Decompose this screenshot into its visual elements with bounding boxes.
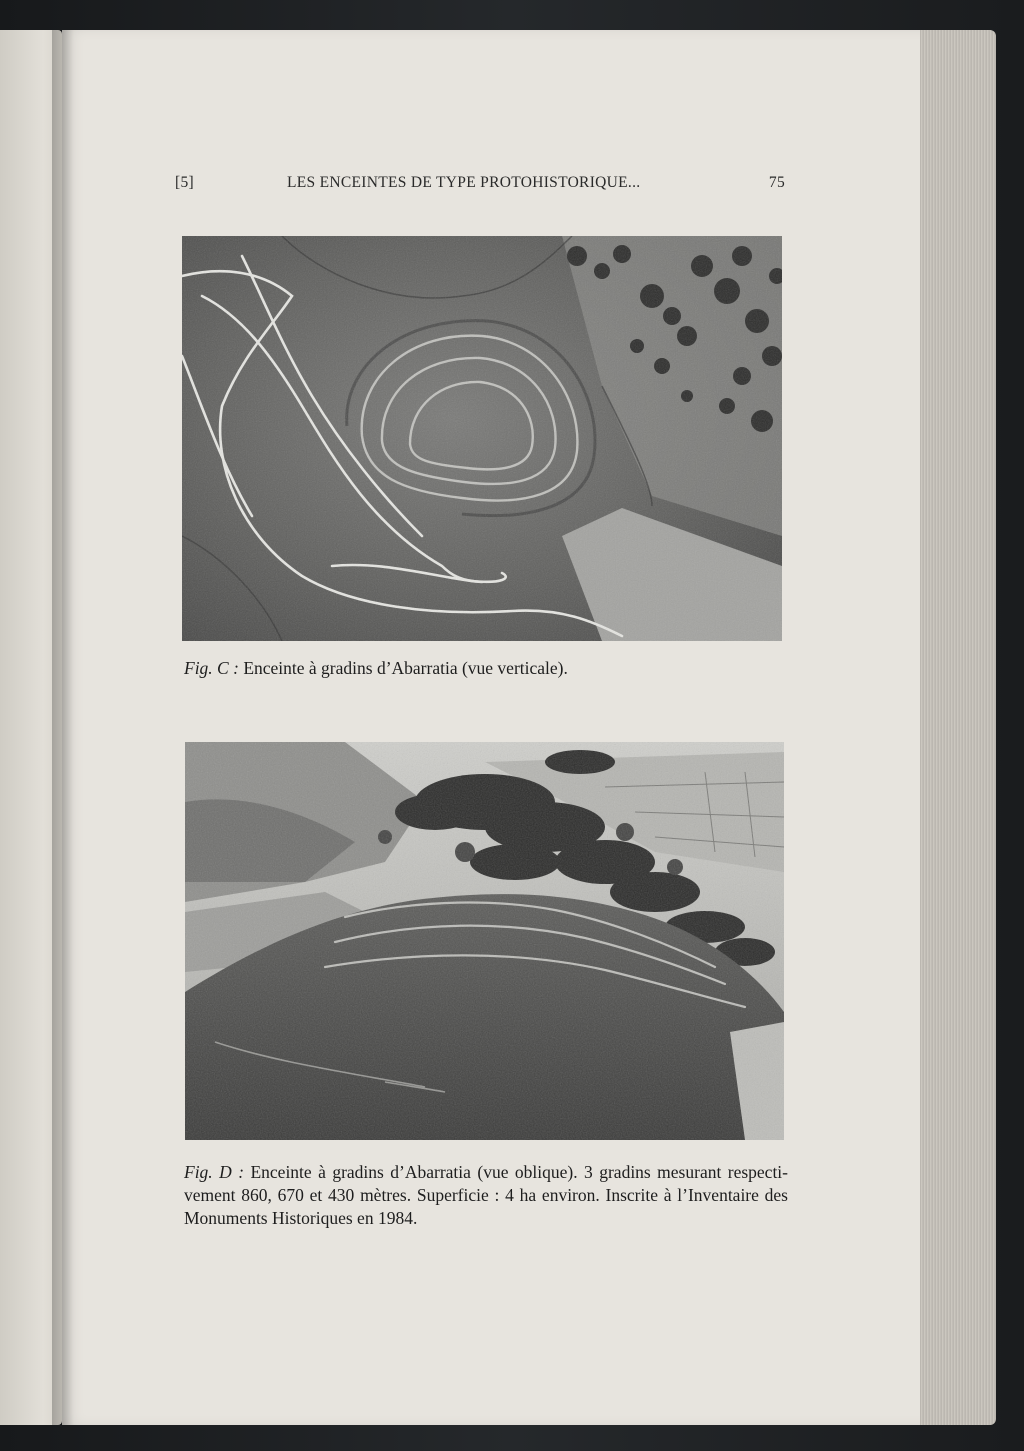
book-page-edges xyxy=(912,30,996,1425)
running-header xyxy=(175,174,785,198)
page-number: 75 xyxy=(768,174,785,191)
aerial-oblique-view-image xyxy=(185,742,784,1140)
figure-c-caption-text: Enceinte à gradins d’Abarratia (vue verticale). xyxy=(243,658,568,678)
figure-d-caption xyxy=(184,1161,788,1230)
figure-d-aerial-photo xyxy=(185,742,784,1140)
figure-d-caption-line-1 xyxy=(184,1161,788,1184)
figure-d-caption-line-2: vement 860, 670 et 430 mètres. Superficie : 4 ha environ. Inscrite à l’Inventaire des xyxy=(184,1185,788,1205)
figure-c-caption xyxy=(184,657,784,680)
aerial-vertical-view-image xyxy=(182,236,782,641)
figure-d-caption-text-1: Enceinte à gradins d’Abarratia (vue oblique). 3 gradins mesurant respecti- xyxy=(250,1162,788,1182)
figure-c-aerial-photo xyxy=(182,236,782,641)
figure-c-label: Fig. C : xyxy=(184,658,239,678)
section-number: [5] xyxy=(175,174,194,191)
figure-d-caption-line-3: Monuments Historiques en 1984. xyxy=(184,1208,418,1228)
spine-shadow xyxy=(52,30,74,1425)
running-title: LES ENCEINTES DE TYPE PROTOHISTORIQUE... xyxy=(287,174,641,191)
figure-d-label: Fig. D : xyxy=(184,1162,245,1182)
